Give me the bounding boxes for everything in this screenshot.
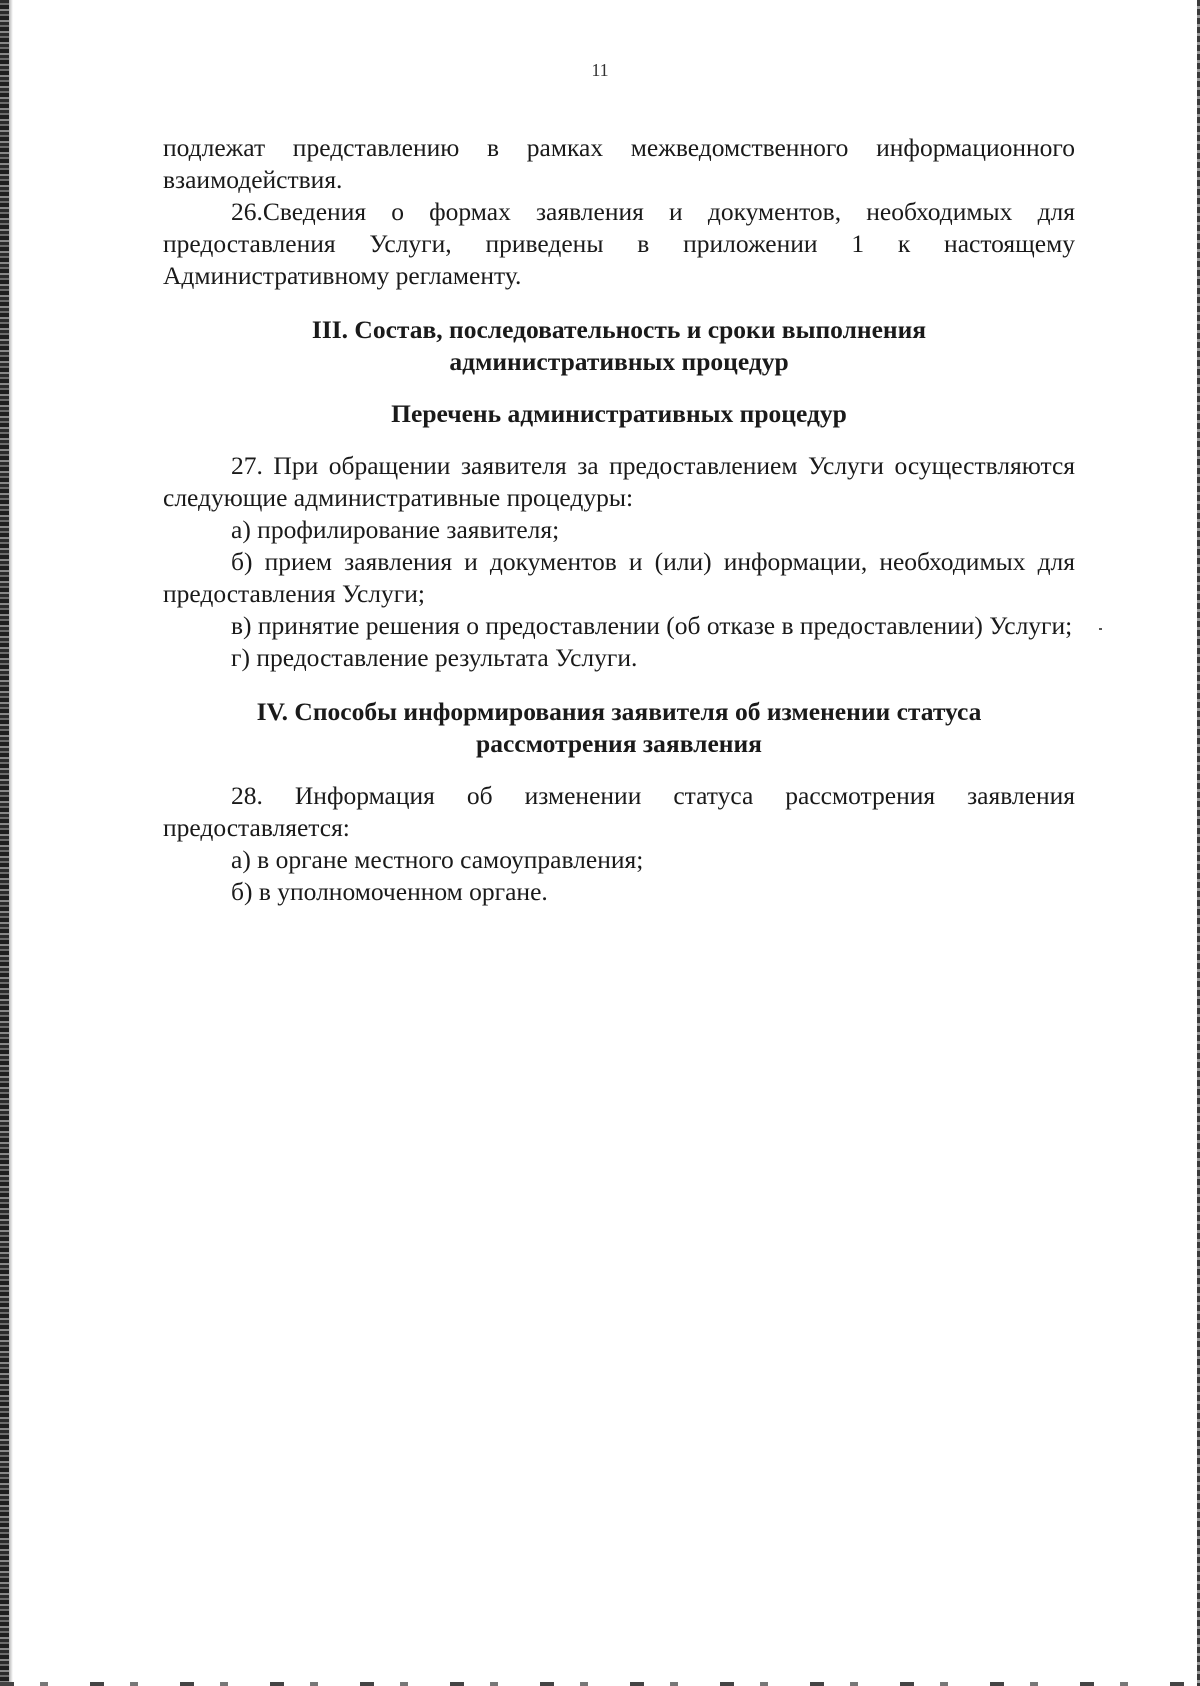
section-heading-iv-line2: рассмотрения заявления [476,729,762,758]
paragraph-28-item-a: а) в органе местного самоуправления; [231,845,644,874]
paragraph-27-item-a: а) профилирование заявителя; [231,515,560,544]
paragraph-28-item-b: б) в уполномоченном органе. [231,877,548,906]
subsection-heading-procedures: Перечень административных процедур [391,399,847,428]
paragraph-27-item-b: б) прием заявления и документов и (или) информации, необходимых для предоставления Услуги; [163,547,1075,608]
section-heading-iii-line1: III. Состав, последовательность и сроки выполнения [311,315,927,344]
paragraph-27: 27. При обращении заявителя за предоставлением Услуги осуществляются следующие административные процедуры: [163,451,1075,512]
document-body [163,132,1075,908]
scan-speck [1099,628,1102,630]
paragraph-28: 28. Информация об изменении статуса рассмотрения заявления предоставляется: [163,781,1075,842]
paragraph-27-item-g: г) предоставление результата Услуги. [231,643,638,672]
scan-left-shadow [9,0,13,1686]
scan-left-edge [0,0,9,1686]
paragraph-26: 26.Сведения о формах заявления и документов, необходимых для предоставления Услуги, приведены в приложении 1 к настоящему Административному регламенту. [163,197,1075,290]
page-number: 11 [591,60,609,80]
section-heading-iii-line2: административных процедур [449,347,789,376]
paragraph-continuation: подлежат представлению в рамках межведомственного информационного взаимодействия. [163,133,1075,194]
paragraph-27-item-v: в) принятие решения о предоставлении (об отказе в предоставлении) Услуги; [231,611,1073,640]
section-heading-iv-line1: IV. Способы информирования заявителя об изменении статуса [256,697,982,726]
scan-bottom-edge [0,1682,1200,1686]
